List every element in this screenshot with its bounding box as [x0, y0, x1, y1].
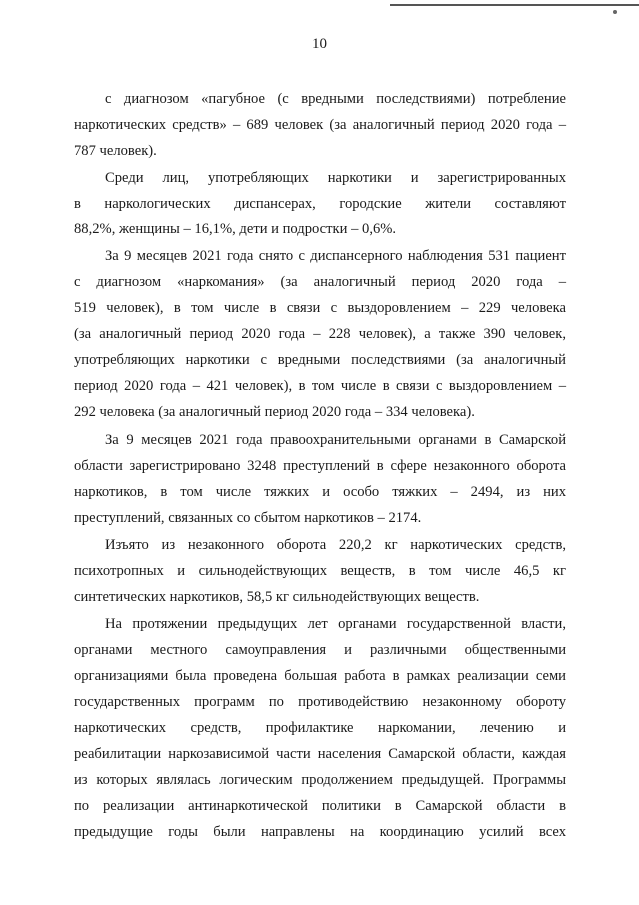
text-line: наркотических средств, профилактике наркомании, лечению и — [74, 720, 566, 736]
text-line: синтетических наркотиков, 58,5 кг сильнодействующих веществ. — [74, 589, 480, 605]
page-number: 10 — [312, 36, 327, 52]
text-line: 519 человек), в том числе в связи с выздоровлением – 229 человека — [74, 300, 566, 316]
text-line: государственных программ по противодействию незаконному обороту — [74, 694, 566, 710]
text-line: из которых являлась логическим продолжением предыдущей. Программы — [74, 772, 566, 788]
text-line: За 9 месяцев 2021 года снято с диспансерного наблюдения 531 пациент — [105, 248, 566, 264]
text-line: (за аналогичный период 2020 года – 228 человек), а также 390 человек, — [74, 326, 566, 342]
text-line: преступлений, связанных со сбытом наркотиков – 2174. — [74, 510, 422, 526]
scan-mark — [613, 10, 617, 14]
text-line: На протяжении предыдущих лет органами государственной власти, — [105, 616, 566, 632]
text-line: органами местного самоуправления и различными общественными — [74, 642, 566, 658]
text-line: наркотических средств» – 689 человек (за аналогичный период 2020 года – — [74, 117, 566, 133]
text-line: За 9 месяцев 2021 года правоохранительными органами в Самарской — [105, 432, 566, 448]
text-line: с диагнозом «пагубное (с вредными последствиями) потребление — [105, 91, 566, 107]
text-line: области зарегистрировано 3248 преступлений в сфере незаконного оборота — [74, 458, 566, 474]
text-line: 292 человека (за аналогичный период 2020 года – 334 человека). — [74, 404, 475, 420]
text-line: с диагнозом «наркомания» (за аналогичный период 2020 года – — [74, 274, 566, 290]
text-line: употребляющих наркотики с вредными последствиями (за аналогичный — [74, 352, 566, 368]
text-line: наркотиков, в том числе тяжких и особо тяжких – 2494, из них — [74, 484, 566, 500]
text-line: Изъято из незаконного оборота 220,2 кг наркотических средств, — [105, 537, 566, 553]
text-line: организациями была проведена большая работа в рамках реализации семи — [74, 668, 566, 684]
text-line: период 2020 года – 421 человек), в том числе в связи с выздоровлением – — [74, 378, 566, 394]
top-edge-line — [390, 0, 639, 6]
text-line: Среди лиц, употребляющих наркотики и зарегистрированных — [105, 170, 566, 186]
text-line: по реализации антинаркотической политики в Самарской области в — [74, 798, 566, 814]
text-line: 787 человек). — [74, 143, 157, 159]
text-line: психотропных и сильнодействующих веществ, в том числе 46,5 кг — [74, 563, 566, 579]
text-line: в наркологических диспансерах, городские жители составляют — [74, 196, 566, 212]
text-line: реабилитации наркозависимой части населения Самарской области, каждая — [74, 746, 566, 762]
text-line: 88,2%, женщины – 16,1%, дети и подростки – 0,6%. — [74, 221, 397, 237]
text-line: предыдущие годы были направлены на координацию усилий всех — [74, 824, 566, 840]
